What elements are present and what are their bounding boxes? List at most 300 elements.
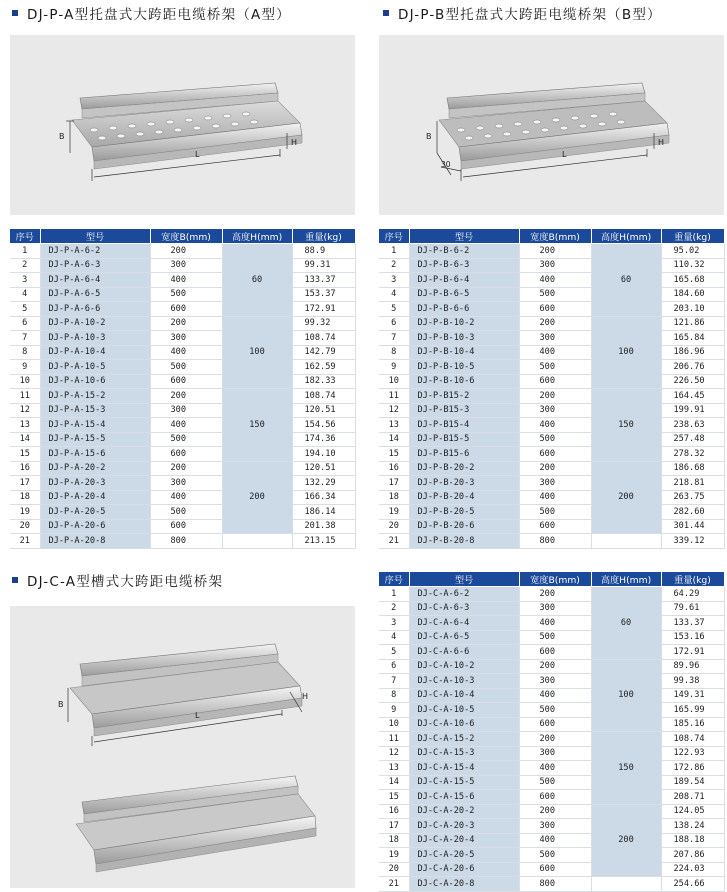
cell-model: DJ-P-A-15-4 (40, 418, 150, 433)
cell-weight: 133.37 (661, 616, 724, 631)
cell-model: DJ-P-B-10-2 (409, 316, 519, 331)
cell-model: DJ-C-A-20-5 (409, 848, 519, 863)
cell-model: DJ-P-B-10-5 (409, 360, 519, 375)
cell-width: 400 (150, 418, 222, 433)
cell-model: DJ-P-A-10-2 (40, 316, 150, 331)
cell-weight: 108.74 (292, 331, 355, 346)
section-title-ca-text: DJ-C-A型槽式大跨距电缆桥架 (27, 574, 224, 590)
table-row (379, 746, 724, 761)
table-row (10, 505, 355, 520)
table-row (10, 302, 355, 317)
cell-weight: 110.32 (661, 258, 724, 273)
cell-width: 600 (150, 374, 222, 389)
table-row (379, 790, 724, 805)
cell-number: 2 (10, 258, 40, 273)
cell-width: 400 (519, 273, 591, 288)
table-row (379, 630, 724, 645)
cell-number: 14 (379, 432, 409, 447)
table-row (379, 258, 724, 273)
cell-number: 7 (10, 331, 40, 346)
table-row (10, 447, 355, 462)
table-row (10, 389, 355, 404)
table-row (10, 461, 355, 476)
cell-number: 21 (10, 534, 40, 549)
cell-weight: 108.74 (661, 732, 724, 747)
cell-weight: 174.36 (292, 432, 355, 447)
cell-number: 9 (379, 360, 409, 375)
cell-weight: 132.29 (292, 476, 355, 491)
table-row (379, 601, 724, 616)
cell-model: DJ-C-A-10-6 (409, 717, 519, 732)
cell-number: 16 (379, 461, 409, 476)
cell-number: 15 (379, 447, 409, 462)
cell-weight: 207.86 (661, 848, 724, 863)
cell-model: DJ-P-B15-4 (409, 418, 519, 433)
cell-weight: 79.61 (661, 601, 724, 616)
cell-height: 150 (591, 732, 661, 805)
cell-weight: 172.91 (292, 302, 355, 317)
column-header: 重量(kg) (661, 229, 724, 244)
cell-number: 14 (379, 775, 409, 790)
cell-weight: 122.93 (661, 746, 724, 761)
cell-weight: 133.37 (292, 273, 355, 288)
cell-width: 600 (519, 790, 591, 805)
cell-model: DJ-C-A-10-2 (409, 659, 519, 674)
cell-weight: 99.32 (292, 316, 355, 331)
table-row (10, 534, 355, 549)
cell-width: 500 (519, 703, 591, 718)
cell-width: 600 (519, 374, 591, 389)
cell-width: 500 (519, 360, 591, 375)
table-row (379, 732, 724, 747)
cell-height: 150 (591, 389, 661, 462)
cell-number: 18 (379, 833, 409, 848)
spec-table-header (379, 229, 724, 244)
table-row (10, 360, 355, 375)
cell-model: DJ-P-B-10-3 (409, 331, 519, 346)
cell-weight: 154.56 (292, 418, 355, 433)
cell-model: DJ-P-B15-3 (409, 403, 519, 418)
table-row (379, 331, 724, 346)
cell-model: DJ-C-A-6-6 (409, 645, 519, 660)
table-row (10, 273, 355, 288)
table-row (379, 389, 724, 404)
cell-number: 20 (379, 862, 409, 877)
cell-weight: 120.51 (292, 403, 355, 418)
cell-number: 10 (379, 717, 409, 732)
cell-width: 500 (519, 287, 591, 302)
cell-width: 500 (519, 775, 591, 790)
table-row (379, 374, 724, 389)
cell-number: 7 (379, 331, 409, 346)
cell-width: 400 (519, 761, 591, 776)
cell-weight: 165.68 (661, 273, 724, 288)
cell-model: DJ-P-B-10-4 (409, 345, 519, 360)
cell-weight: 138.24 (661, 819, 724, 834)
cell-weight: 185.16 (661, 717, 724, 732)
cell-number: 13 (379, 761, 409, 776)
cell-height (591, 877, 661, 892)
cell-model: DJ-C-A-15-6 (409, 790, 519, 805)
table-row (10, 403, 355, 418)
table-row (10, 519, 355, 534)
cell-width: 400 (519, 688, 591, 703)
cell-weight: 218.81 (661, 476, 724, 491)
cell-model: DJ-P-B-20-6 (409, 519, 519, 534)
cell-model: DJ-C-A-15-5 (409, 775, 519, 790)
table-row (379, 616, 724, 631)
column-header: 序号 (379, 229, 409, 244)
cell-number: 20 (379, 519, 409, 534)
cell-number: 21 (379, 534, 409, 549)
table-row (379, 447, 724, 462)
table-row (379, 360, 724, 375)
spec-table-pa (10, 229, 356, 549)
cell-model: DJ-C-A-20-4 (409, 833, 519, 848)
cell-model: DJ-P-B-20-2 (409, 461, 519, 476)
cell-width: 400 (150, 273, 222, 288)
bullet-square-icon (383, 10, 389, 16)
table-row (379, 316, 724, 331)
cell-width: 200 (519, 732, 591, 747)
table-row (379, 519, 724, 534)
tray-a-diagram (10, 35, 355, 215)
cell-weight: 238.63 (661, 418, 724, 433)
cell-weight: 120.51 (292, 461, 355, 476)
cell-width: 300 (519, 258, 591, 273)
cell-height: 200 (222, 461, 292, 534)
table-row (10, 432, 355, 447)
column-header: 高度H(mm) (222, 229, 292, 244)
cell-weight: 188.18 (661, 833, 724, 848)
cell-number: 17 (379, 819, 409, 834)
cell-weight: 282.60 (661, 505, 724, 520)
table-row (379, 505, 724, 520)
cell-weight: 263.75 (661, 490, 724, 505)
table-row (379, 804, 724, 819)
cell-model: DJ-P-A-15-5 (40, 432, 150, 447)
cell-height: 60 (222, 244, 292, 317)
cell-width: 500 (519, 432, 591, 447)
cell-model: DJ-P-B-10-6 (409, 374, 519, 389)
cell-model: DJ-P-B-6-5 (409, 287, 519, 302)
cell-model: DJ-P-A-6-3 (40, 258, 150, 273)
section-title-pa (12, 3, 291, 23)
cell-width: 200 (519, 244, 591, 259)
table-row (10, 331, 355, 346)
cell-width: 600 (519, 645, 591, 660)
cell-model: DJ-P-A-20-8 (40, 534, 150, 549)
cell-number: 10 (379, 374, 409, 389)
cell-width: 400 (519, 418, 591, 433)
cell-weight: 184.60 (661, 287, 724, 302)
cell-weight: 153.37 (292, 287, 355, 302)
cell-number: 1 (379, 244, 409, 259)
column-header: 型号 (409, 572, 519, 587)
table-row (379, 287, 724, 302)
cell-model: DJ-P-B-20-8 (409, 534, 519, 549)
bullet-square-icon (12, 10, 18, 16)
cell-weight: 166.34 (292, 490, 355, 505)
dim-b-label: B (59, 132, 65, 141)
dim-l-label: L (195, 150, 200, 159)
cell-weight: 89.96 (661, 659, 724, 674)
cell-weight: 226.50 (661, 374, 724, 389)
cell-width: 400 (519, 616, 591, 631)
cell-weight: 182.33 (292, 374, 355, 389)
cell-number: 3 (10, 273, 40, 288)
cell-number: 18 (10, 490, 40, 505)
cell-number: 15 (379, 790, 409, 805)
table-row (10, 476, 355, 491)
cell-weight: 213.15 (292, 534, 355, 549)
cell-weight: 301.44 (661, 519, 724, 534)
table-row (379, 302, 724, 317)
cell-model: DJ-P-A-6-6 (40, 302, 150, 317)
tray-b-diagram (379, 35, 724, 215)
cell-model: DJ-P-A-10-4 (40, 345, 150, 360)
cell-model: DJ-P-B15-2 (409, 389, 519, 404)
column-header: 宽度B(mm) (519, 229, 591, 244)
cell-width: 300 (519, 331, 591, 346)
cell-weight: 165.99 (661, 703, 724, 718)
cell-width: 600 (150, 302, 222, 317)
cell-model: DJ-P-A-20-3 (40, 476, 150, 491)
cell-weight: 162.59 (292, 360, 355, 375)
spec-table-header (379, 572, 724, 587)
cell-number: 6 (379, 659, 409, 674)
dim-h-label: H (658, 138, 665, 147)
cell-number: 6 (10, 316, 40, 331)
cell-width: 400 (519, 490, 591, 505)
column-header: 高度H(mm) (591, 229, 661, 244)
cell-width: 600 (519, 717, 591, 732)
cell-weight: 121.86 (661, 316, 724, 331)
cell-number: 10 (10, 374, 40, 389)
cell-number: 12 (379, 746, 409, 761)
section-title-ca (12, 570, 223, 590)
cell-number: 13 (10, 418, 40, 433)
cell-height: 100 (591, 659, 661, 732)
table-row (379, 461, 724, 476)
dim-b-label: B (58, 700, 64, 709)
column-header: 序号 (379, 572, 409, 587)
cell-height (591, 534, 661, 549)
cell-width: 400 (519, 345, 591, 360)
cell-weight: 64.29 (661, 587, 724, 602)
cell-weight: 95.02 (661, 244, 724, 259)
cell-model: DJ-P-B15-6 (409, 447, 519, 462)
cell-height: 200 (591, 804, 661, 877)
cell-width: 200 (519, 587, 591, 602)
column-header: 序号 (10, 229, 40, 244)
cell-number: 11 (10, 389, 40, 404)
cell-number: 2 (379, 258, 409, 273)
cell-model: DJ-P-B-6-4 (409, 273, 519, 288)
cell-model: DJ-P-A-15-3 (40, 403, 150, 418)
cell-width: 200 (150, 316, 222, 331)
bullet-square-icon (12, 577, 18, 583)
cell-number: 9 (379, 703, 409, 718)
cell-height: 60 (591, 244, 661, 317)
cell-model: DJ-P-A-20-5 (40, 505, 150, 520)
cell-width: 200 (150, 461, 222, 476)
dim-l-label: L (195, 711, 200, 720)
cell-width: 500 (519, 505, 591, 520)
cell-number: 8 (379, 345, 409, 360)
cell-number: 18 (379, 490, 409, 505)
cell-number: 3 (379, 273, 409, 288)
table-row (379, 659, 724, 674)
table-row (379, 432, 724, 447)
cell-number: 12 (379, 403, 409, 418)
cell-width: 200 (150, 389, 222, 404)
cell-model: DJ-C-A-10-5 (409, 703, 519, 718)
cell-width: 300 (519, 674, 591, 689)
cell-weight: 199.91 (661, 403, 724, 418)
cell-height (222, 534, 292, 549)
cell-width: 600 (519, 862, 591, 877)
cell-number: 5 (379, 302, 409, 317)
table-row (379, 674, 724, 689)
cell-model: DJ-P-B15-5 (409, 432, 519, 447)
cell-model: DJ-P-A-6-5 (40, 287, 150, 302)
cell-number: 12 (10, 403, 40, 418)
cell-weight: 203.10 (661, 302, 724, 317)
cell-number: 16 (379, 804, 409, 819)
cell-width: 500 (150, 287, 222, 302)
cell-model: DJ-C-A-15-2 (409, 732, 519, 747)
table-row (379, 645, 724, 660)
column-header: 型号 (40, 229, 150, 244)
table-row (379, 688, 724, 703)
cell-width: 300 (519, 403, 591, 418)
cell-number: 4 (379, 630, 409, 645)
cell-width: 300 (519, 819, 591, 834)
cell-number: 20 (10, 519, 40, 534)
cell-model: DJ-P-B-6-3 (409, 258, 519, 273)
cell-model: DJ-P-B-6-2 (409, 244, 519, 259)
cell-weight: 224.03 (661, 862, 724, 877)
table-row (379, 418, 724, 433)
cell-model: DJ-C-A-20-2 (409, 804, 519, 819)
section-title-pa-text: DJ-P-A型托盘式大跨距电缆桥架（A型） (27, 7, 291, 23)
cell-model: DJ-P-A-10-3 (40, 331, 150, 346)
cell-width: 200 (519, 659, 591, 674)
table-row (10, 244, 355, 259)
cell-width: 300 (519, 601, 591, 616)
cell-number: 9 (10, 360, 40, 375)
cell-weight: 206.76 (661, 360, 724, 375)
cell-weight: 99.31 (292, 258, 355, 273)
cell-height: 100 (222, 316, 292, 389)
cell-width: 200 (519, 389, 591, 404)
cell-weight: 257.48 (661, 432, 724, 447)
cell-model: DJ-P-A-15-6 (40, 447, 150, 462)
cell-weight: 189.54 (661, 775, 724, 790)
cell-width: 800 (150, 534, 222, 549)
dim-l-label: L (562, 150, 567, 159)
cell-width: 200 (519, 804, 591, 819)
cell-weight: 99.38 (661, 674, 724, 689)
cell-number: 1 (10, 244, 40, 259)
cell-weight: 164.45 (661, 389, 724, 404)
column-header: 宽度B(mm) (519, 572, 591, 587)
cell-number: 5 (379, 645, 409, 660)
column-header: 重量(kg) (661, 572, 724, 587)
cell-width: 300 (519, 476, 591, 491)
cell-number: 6 (379, 316, 409, 331)
table-row (379, 833, 724, 848)
cell-width: 300 (150, 403, 222, 418)
cell-number: 21 (379, 877, 409, 892)
table-row (10, 287, 355, 302)
cell-width: 500 (150, 505, 222, 520)
dim-offset-label: 30 (441, 160, 451, 169)
cell-number: 4 (379, 287, 409, 302)
cell-model: DJ-C-A-6-5 (409, 630, 519, 645)
cell-number: 11 (379, 389, 409, 404)
table-row (379, 877, 724, 892)
cell-model: DJ-C-A-20-8 (409, 877, 519, 892)
cell-model: DJ-C-A-6-3 (409, 601, 519, 616)
cell-model: DJ-C-A-15-3 (409, 746, 519, 761)
cell-model: DJ-P-A-15-2 (40, 389, 150, 404)
cell-model: DJ-C-A-20-6 (409, 862, 519, 877)
cell-height: 200 (591, 461, 661, 534)
cell-model: DJ-C-A-20-3 (409, 819, 519, 834)
cell-weight: 194.10 (292, 447, 355, 462)
cell-model: DJ-P-A-20-6 (40, 519, 150, 534)
column-header: 重量(kg) (292, 229, 355, 244)
cell-weight: 153.16 (661, 630, 724, 645)
cell-weight: 142.79 (292, 345, 355, 360)
cell-number: 8 (379, 688, 409, 703)
cell-width: 500 (150, 360, 222, 375)
cell-number: 5 (10, 302, 40, 317)
cell-number: 8 (10, 345, 40, 360)
table-row (379, 717, 724, 732)
cell-width: 300 (519, 746, 591, 761)
cell-number: 17 (379, 476, 409, 491)
cell-number: 4 (10, 287, 40, 302)
cell-weight: 339.12 (661, 534, 724, 549)
column-header: 型号 (409, 229, 519, 244)
cell-number: 17 (10, 476, 40, 491)
table-row (10, 490, 355, 505)
dim-h-label: H (302, 692, 309, 701)
column-header: 高度H(mm) (591, 572, 661, 587)
table-row (379, 490, 724, 505)
cell-width: 400 (150, 490, 222, 505)
cell-model: DJ-C-A-6-4 (409, 616, 519, 631)
cell-weight: 165.84 (661, 331, 724, 346)
cell-weight: 254.66 (661, 877, 724, 892)
cell-weight: 172.86 (661, 761, 724, 776)
table-row (379, 761, 724, 776)
cell-model: DJ-P-B-20-4 (409, 490, 519, 505)
table-row (379, 703, 724, 718)
cell-model: DJ-P-B-20-5 (409, 505, 519, 520)
cell-weight: 186.68 (661, 461, 724, 476)
cell-model: DJ-C-A-15-4 (409, 761, 519, 776)
cell-weight: 124.05 (661, 804, 724, 819)
cell-number: 13 (379, 418, 409, 433)
dim-h-label: H (291, 138, 298, 147)
table-row (379, 534, 724, 549)
cell-weight: 278.32 (661, 447, 724, 462)
cell-number: 19 (10, 505, 40, 520)
